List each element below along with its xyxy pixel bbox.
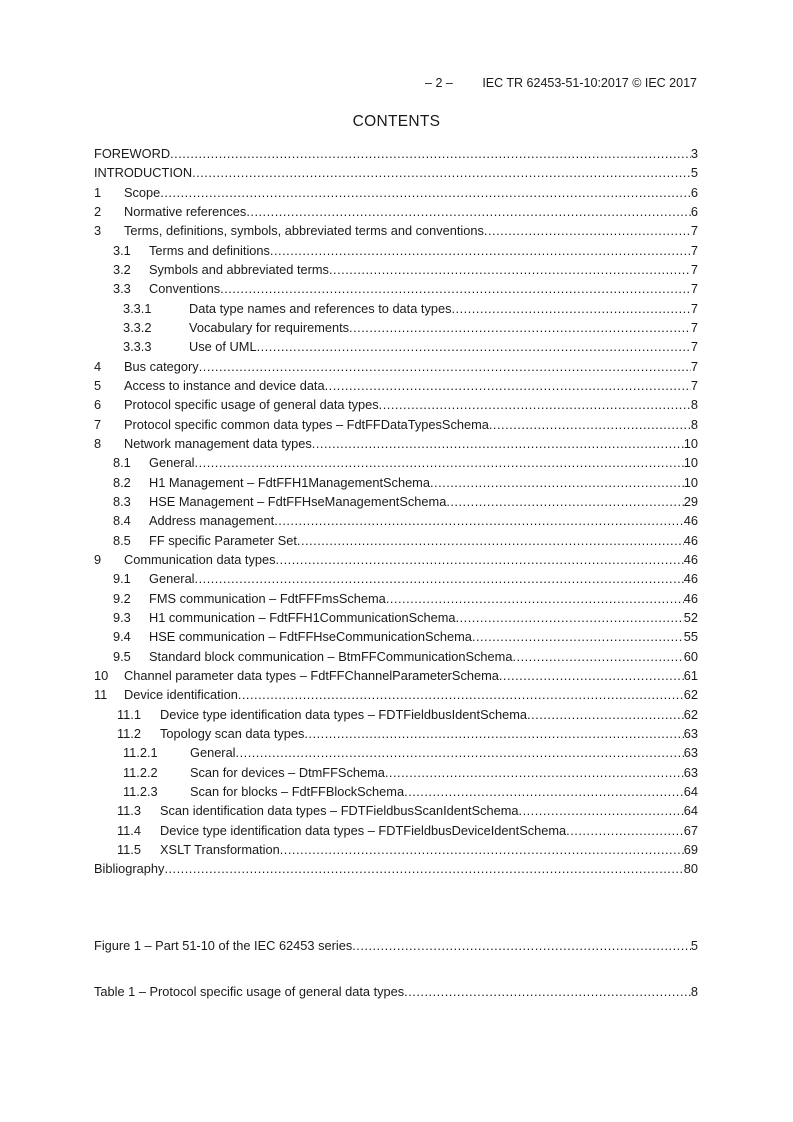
toc-entry[interactable] (94, 416, 698, 434)
toc-entry-title: HSE communication – FdtFFHseCommunicationSchema (149, 629, 472, 645)
toc-entry-title: General (190, 745, 236, 761)
toc-entry-page: 5 (690, 938, 698, 953)
dot-leader (312, 435, 684, 453)
toc-entry-page: 63 (683, 764, 698, 780)
toc-entry-page: 46 (683, 590, 698, 606)
toc-entry-number: 11 (94, 687, 108, 703)
toc-entry-number: 9.4 (113, 629, 131, 645)
dot-leader (170, 145, 691, 163)
dot-leader (349, 319, 691, 337)
toc-entry[interactable] (94, 744, 698, 762)
toc-entry-number: 8.2 (113, 474, 131, 490)
toc-entry-title: Device identification (124, 687, 238, 703)
toc-entry-page: 63 (683, 745, 698, 761)
toc-entry-title: FMS communication – FdtFFFmsSchema (149, 590, 386, 606)
toc-entry-page: 46 (683, 571, 698, 587)
toc-entry[interactable] (94, 396, 698, 414)
toc-entry-number: 10 (94, 667, 109, 683)
toc-entry-page: 8 (690, 397, 698, 413)
toc-entry-number: 9.5 (113, 648, 131, 664)
toc-entry-page: 80 (683, 861, 698, 877)
toc-entry[interactable] (94, 164, 698, 182)
dot-leader (199, 358, 691, 376)
toc-entry-page: 7 (690, 319, 698, 335)
toc-entry-page: 29 (683, 493, 698, 509)
toc-entry-title: Protocol specific common data types – FdtFFDataTypesSchema (124, 416, 489, 432)
dot-leader (404, 983, 691, 1001)
toc-entry-number: 7 (94, 416, 102, 432)
toc-entry-title: INTRODUCTION (94, 165, 193, 181)
dot-leader (386, 590, 684, 608)
toc-entry-number: 8.4 (113, 513, 131, 529)
toc-entry-title: General (149, 571, 195, 587)
toc-entry[interactable] (94, 822, 698, 840)
toc-entry-title: Protocol specific usage of general data types (124, 397, 379, 413)
toc-entry-number: 1 (94, 184, 102, 200)
toc-entry-number: 11.5 (117, 841, 141, 857)
toc-entry-number: 3.3.3 (123, 339, 152, 355)
toc-entry-title: HSE Management – FdtFFHseManagementSchema (149, 493, 447, 509)
toc-entry-page: 7 (690, 223, 698, 239)
toc-entry-number: 8 (94, 435, 102, 451)
toc-entry-title: Use of UML (189, 339, 257, 355)
toc-entry-number: 11.2.2 (123, 764, 158, 780)
toc-entry-number: 11.4 (117, 822, 141, 838)
toc-entry[interactable] (94, 261, 698, 279)
toc-entry[interactable] (94, 590, 698, 608)
dot-leader (499, 667, 684, 685)
toc-entry-number: 11.2 (117, 725, 141, 741)
toc-entry[interactable] (94, 706, 698, 724)
toc-entry[interactable] (94, 242, 698, 260)
dot-leader (246, 203, 691, 221)
toc-entry-title: Device type identification data types – FDTFieldbusIdentSchema (160, 706, 528, 722)
toc-entry[interactable] (94, 609, 698, 627)
toc-entry-page: 5 (690, 165, 698, 181)
toc-entry-title: H1 Management – FdtFFH1ManagementSchema (149, 474, 430, 490)
document-reference: IEC TR 62453-51-10:2017 © IEC 2017 (482, 76, 697, 90)
toc-entry-page: 6 (690, 184, 698, 200)
toc-entry[interactable] (94, 454, 698, 472)
toc-entry-page: 46 (683, 551, 698, 567)
dot-leader (236, 744, 684, 762)
toc-entry[interactable] (94, 319, 698, 337)
toc-entry-title: Channel parameter data types – FdtFFChannelParameterSchema (124, 667, 499, 683)
dot-leader (220, 280, 691, 298)
toc-entry-title: General (149, 455, 195, 471)
toc-entry-page: 62 (683, 706, 698, 722)
toc-entry-page: 64 (683, 803, 698, 819)
dot-leader (297, 532, 684, 550)
toc-entry-page: 8 (690, 416, 698, 432)
dot-leader (329, 261, 691, 279)
toc-entry-title: Data type names and references to data types (189, 300, 452, 316)
dot-leader (484, 222, 691, 240)
toc-entry-title: Access to instance and device data (124, 377, 325, 393)
toc-entry[interactable] (94, 764, 698, 782)
toc-entry[interactable] (94, 300, 698, 318)
toc-entry-title: Scope (124, 184, 161, 200)
toc-entry[interactable] (94, 983, 698, 1001)
dot-leader (195, 570, 684, 588)
toc-entry-number: 6 (94, 397, 102, 413)
toc-entry-title: H1 communication – FdtFFH1CommunicationSchema (149, 609, 456, 625)
toc-entry[interactable] (94, 203, 698, 221)
toc-entry-title: Terms, definitions, symbols, abbreviated terms and conventions (124, 223, 484, 239)
toc-entry-title: FF specific Parameter Set (149, 532, 297, 548)
toc-entry-page: 69 (683, 841, 698, 857)
dot-leader (379, 396, 691, 414)
toc-entry-number: 9.1 (113, 571, 131, 587)
toc-entry-number: 3 (94, 223, 102, 239)
toc-entry[interactable] (94, 667, 698, 685)
toc-entry-title: FOREWORD (94, 146, 171, 161)
toc-entry[interactable] (94, 222, 698, 240)
toc-entry-number: 11.2.3 (123, 783, 158, 799)
toc-entry-number: 9.3 (113, 609, 131, 625)
toc-entry-number: 2 (94, 203, 102, 219)
page-number: – 2 – (425, 76, 453, 90)
toc-entry-title: Figure 1 – Part 51-10 of the IEC 62453 series (94, 938, 353, 953)
dot-leader (195, 454, 684, 472)
toc-entry-title: Bus category (124, 358, 199, 374)
toc-entry-number: 8.5 (113, 532, 131, 548)
toc-entry-page: 7 (690, 339, 698, 355)
dot-leader (270, 242, 691, 260)
dot-leader (192, 164, 691, 182)
toc-entry-page: 46 (683, 513, 698, 529)
toc-entry[interactable] (94, 512, 698, 530)
toc-entry-page: 7 (690, 281, 698, 297)
toc-entry-number: 3.3 (113, 281, 131, 297)
dot-leader (472, 628, 684, 646)
toc-entry-number: 4 (94, 358, 102, 374)
toc-entry-number: 11.3 (117, 803, 141, 819)
toc-entry[interactable] (94, 937, 698, 955)
toc-entry-page: 60 (683, 648, 698, 664)
toc-entry-title: Network management data types (124, 435, 312, 451)
toc-entry-title: XSLT Transformation (160, 841, 280, 857)
toc-entry[interactable] (94, 628, 698, 646)
toc-entry-title: Standard block communication – BtmFFCommunicationSchema (149, 648, 513, 664)
toc-entry-title: Scan identification data types – FDTFieldbusScanIdentSchema (160, 803, 519, 819)
toc-entry-page: 8 (690, 984, 698, 999)
toc-entry-page: 46 (683, 532, 698, 548)
dot-leader (160, 184, 691, 202)
toc-entry[interactable] (94, 493, 698, 511)
toc-entry-number: 5 (94, 377, 102, 393)
toc-entry-number: 9.2 (113, 590, 131, 606)
dot-leader (430, 474, 684, 492)
toc-entry-number: 3.1 (113, 242, 131, 258)
toc-entry-title: Table 1 – Protocol specific usage of general data types (94, 984, 405, 999)
dot-leader (276, 551, 684, 569)
toc-entry-title: Address management (149, 513, 275, 529)
dot-leader (325, 377, 691, 395)
toc-entry-page: 7 (690, 358, 698, 374)
toc-entry[interactable] (94, 358, 698, 376)
toc-entry-page: 10 (683, 455, 698, 471)
dot-leader (352, 937, 691, 955)
toc-entry-page: 3 (690, 146, 698, 161)
toc-entry-number: 9 (94, 551, 102, 567)
toc-entry-page: 7 (690, 242, 698, 258)
toc-entry-page: 55 (683, 629, 698, 645)
toc-entry[interactable] (94, 570, 698, 588)
toc-entry[interactable] (94, 184, 698, 202)
toc-entry-number: 3.2 (113, 261, 131, 277)
toc-entry-page: 7 (690, 377, 698, 393)
toc-entry-title: Conventions (149, 281, 221, 297)
toc-entry-title: Bibliography (94, 861, 165, 877)
toc-entry-page: 6 (690, 203, 698, 219)
toc-entry-number: 8.1 (113, 455, 131, 471)
toc-entry-title: Device type identification data types – FDTFieldbusDeviceIdentSchema (160, 822, 567, 838)
toc-entry-page: 10 (683, 474, 698, 490)
dot-leader (566, 822, 684, 840)
toc-entry-number: 11.1 (117, 706, 141, 722)
toc-entry[interactable] (94, 474, 698, 492)
dot-leader (164, 860, 683, 878)
page-header (425, 76, 697, 90)
toc-entry-page: 10 (683, 435, 698, 451)
toc-entry[interactable] (94, 338, 698, 356)
dot-leader (257, 338, 691, 356)
toc-entry[interactable] (94, 377, 698, 395)
toc-entry[interactable] (94, 532, 698, 550)
toc-entry[interactable] (94, 783, 698, 801)
toc-entry-page: 7 (690, 300, 698, 316)
dot-leader (280, 841, 684, 859)
toc-entry-title: Symbols and abbreviated terms (149, 261, 329, 277)
toc-entry[interactable] (94, 551, 698, 569)
toc-entry-number: 3.3.2 (123, 319, 152, 335)
toc-entry-title: Topology scan data types (160, 725, 305, 741)
toc-entry[interactable] (94, 145, 698, 163)
toc-entry-number: 11.2.1 (123, 745, 158, 761)
toc-entry-page: 62 (683, 687, 698, 703)
toc-entry[interactable] (94, 841, 698, 859)
toc-entry[interactable] (94, 435, 698, 453)
dot-leader (274, 512, 684, 530)
toc-entry[interactable] (94, 802, 698, 820)
dot-leader (519, 802, 684, 820)
dot-leader (304, 725, 683, 743)
dot-leader (452, 300, 691, 318)
toc-entry[interactable] (94, 725, 698, 743)
toc-entry-title: Scan for devices – DtmFFSchema (190, 764, 385, 780)
dot-leader (489, 416, 691, 434)
toc-entry-page: 61 (683, 667, 698, 683)
toc-entry-title: Normative references (124, 203, 247, 219)
page-title: CONTENTS (352, 113, 441, 130)
toc-entry[interactable] (94, 648, 698, 666)
toc-entry[interactable] (94, 280, 698, 298)
dot-leader (446, 493, 683, 511)
dot-leader (512, 648, 683, 666)
toc-entry-title: Scan for blocks – FdtFFBlockSchema (190, 783, 405, 799)
toc-entry-page: 64 (683, 783, 698, 799)
toc-entry[interactable] (94, 860, 698, 878)
toc-entry-number: 8.3 (113, 493, 131, 509)
toc-entry-title: Communication data types (124, 551, 276, 567)
toc-entry-title: Vocabulary for requirements (189, 319, 350, 335)
dot-leader (527, 706, 684, 724)
toc-entry-page: 63 (683, 725, 698, 741)
toc-entry-page: 7 (690, 261, 698, 277)
dot-leader (238, 686, 684, 704)
dot-leader (456, 609, 684, 627)
toc-entry-page: 52 (683, 609, 698, 625)
dot-leader (404, 783, 684, 801)
toc-entry-page: 67 (683, 822, 698, 838)
toc-entry-number: 3.3.1 (123, 300, 152, 316)
dot-leader (385, 764, 684, 782)
toc-entry-title: Terms and definitions (149, 242, 270, 258)
toc-entry[interactable] (94, 686, 698, 704)
